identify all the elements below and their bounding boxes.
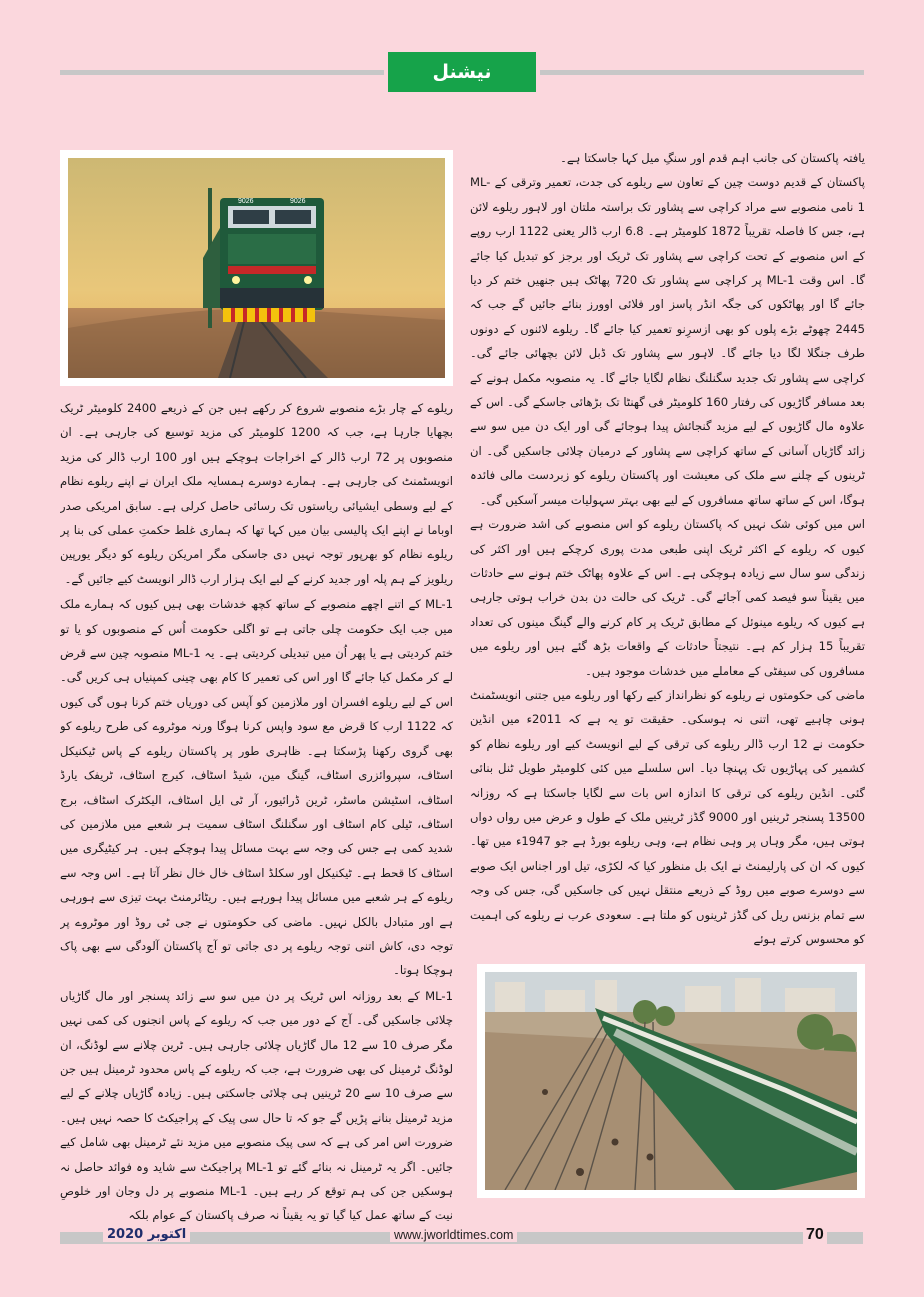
railway-yard-photo bbox=[477, 964, 865, 1198]
article-left-column bbox=[60, 396, 453, 1276]
paragraph: یافتہ پاکستان کی جانب اہم قدم اور سنگِ میل کہا جاسکتا ہے۔ bbox=[560, 151, 865, 165]
article-right-column bbox=[470, 146, 865, 946]
website-url[interactable]: www.jworldtimes.com bbox=[390, 1228, 517, 1242]
page-number: 70 bbox=[803, 1226, 827, 1244]
paragraph: اس میں کوئی شک نہیں کہ پاکستان ریلوے کو اس منصوبے کی اشد ضرورت ہے کیوں کہ ریلوے کے اکثر ٹریک اپنی طبعی مدت پوری کرچکے ہیں اور اکثر کی زندگی سو سال سے زیادہ ہوچکی ہے۔ اس کے علاوہ پھاٹک ختم ہونے سے حادثات میں یقیناً سو فیصد کمی آجائے گی۔ ٹریک کی حالت دن بدن خراب ہوتی جارہی ہے کیوں کہ ریلوے مینوئل کے مطابق ٹریک پر کام کرنے والے گینگ مینوں کی تعداد تقریباً 15 ہزار کم ہے۔ نتیجتاً حادثات کے واقعات بڑھ گئے ہیں اور ریلوے میں مسافروں کی سیفٹی کے معاملے میں خدشات موجود ہیں۔ bbox=[470, 517, 865, 678]
issue-date: اکتوبر 2020 bbox=[103, 1227, 190, 1242]
paragraph: پاکستان کے قدیم دوست چین کے تعاون سے ریلوے کی جدت، تعمیر وترقی کے ML-1 نامی منصوبے سے مراد کراچی سے پشاور تک براستہ ملتان اور لاہور ریلوے لائن ہے، جس کا فاصلہ تقریباً 1872 کلومیٹر ہے۔ 6.8 ارب ڈالر یعنی 1122 ارب روپے کے اس منصوبے کے تحت کراچی سے پشاور تک ٹریک اور برجز کو تبدیل کیا جائے گا۔ اس وقت ML-1 پر کراچی سے پشاور تک 720 پھاٹک ہیں جنھیں ختم کر دیا جائے گا اور پھاٹکوں کی جگہ انڈر پاسز اور فلائی اوورز بنائے جائیں گے جب کہ 2445 چھوٹے بڑے پلوں کو بھی ازسرِنو تعمیر کیا جائے گا۔ ریلوے لائنوں کے دونوں طرف جنگلا لگا دیا جائے گا۔ لاہور سے پشاور تک ڈبل لائن بچھائی جائے گی۔ کراچی سے پشاور تک جدید سگنلنگ نظام لگایا جائے گا۔ یہ منصوبہ مکمل ہونے کے بعد مسافر گاڑیوں کی رفتار 160 کلومیٹر فی گھنٹا تک بڑھائی جاسکے گی۔ اس کے علاوہ مال گاڑیوں کے لیے مزید گنجائش پیدا ہوجائے گی اور ایک دن میں سو سے زائد گاڑیاں آسانی کے ساتھ کراچی سے پشاور کے درمیان چلائی جاسکیں گی۔ ان ٹرینوں کے چلنے سے ملک کی معیشت اور پاکستان ریلوے کو زبردست مالی فائدہ ہوگا، اس کے ساتھ ساتھ مسافروں کے لیے بھی بہتر سہولیات میسر آسکیں گی۔ bbox=[470, 175, 865, 507]
locomotive-number-right: 9026 bbox=[290, 198, 306, 205]
paragraph: ماضی کی حکومتوں نے ریلوے کو نظرانداز کیے رکھا اور ریلوے میں جتنی انویسٹمنٹ ہونی چاہیے تھی، اتنی نہ ہوسکی۔ حقیقت تو یہ ہے کہ 2011ء میں انڈین حکومت نے 12 ارب ڈالر ریلوے کی ترقی کے لیے انویسٹ کیے اور ریلوے نظام کو کشمیر کی پہاڑیوں تک پہنچا دیا۔ اس سلسلے میں کئی کلومیٹر طویل ٹنل بنائی گئی۔ انڈین ریلوے کی ترقی کا اندازہ اس بات سے لگایا جاسکتا ہے کہ روزانہ 13500 پسنجر ٹرینیں اور 9000 گڈز ٹرینیں ملک کے طول و عرض میں رواں دواں ہوتی ہیں، مگر وہاں پر وہی نظام ہے، وہی ریلوے بورڈ ہے جو 1947ء میں تھا۔ کیوں کہ ان کی پارلیمنٹ نے ایک بل منظور کیا کہ لکڑی، تیل اور اجناس ایک صوبے سے دوسرے صوبے میں روڈ کے ذریعے منتقل نہیں کی جاسکیں گی، جس کی وجہ سے تمام بزنس ریل کی گڈز ٹرینوں کو ملتا ہے۔ سعودی عرب نے ریلوے کی اہمیت کو محسوس کرتے ہوئے bbox=[470, 687, 865, 946]
section-title: نیشنل bbox=[388, 52, 536, 92]
locomotive-number-left: 9026 bbox=[238, 198, 254, 205]
paragraph: ML-1 کے بعد روزانہ اس ٹریک پر دن میں سو سے زائد پسنجر اور مال گاڑیاں چلائی جاسکیں گی۔ آج کے دور میں جب کہ ریلوے کے پاس انجنوں کی کمی نہیں مگر صرف 10 سے 12 مال گاڑیاں چلائی جارہی ہیں۔ ٹرین چلانے سے لوڈنگ، ان لوڈنگ ٹرمینل کی بھی ضرورت ہے، جب کہ ریلوے کے پاس محدود ٹرمینل ہیں جن سے صرف 10 سے 20 ٹرینیں ہی چلائی جاسکتی ہیں۔ زیادہ گاڑیاں چلانے کے لیے مزید ٹرمینل بنانے پڑیں گے جو کہ تا حال سی پیک کے پراجیکٹ کا حصہ نہیں ہیں۔ ضرورت اس امر کی ہے کہ سی پیک منصوبے میں مزید نئے ٹرمینل بھی شامل کیے جائیں۔ اگر یہ ٹرمینل نہ بنائے گئے تو ML-1 پراجیکٹ سے شاید وہ فوائد حاصل نہ ہوسکیں جن کی ہم توقع کر رہے ہیں۔ ML-1 منصوبے پر دل وجان اور خلوصِ نیت کے ساتھ عمل کیا گیا تو یہ یقیناً نہ صرف پاکستان کے عوام بلکہ bbox=[60, 988, 453, 1223]
paragraph: ML-1 کے اتنے اچھے منصوبے کے ساتھ کچھ خدشات بھی ہیں کیوں کہ ہمارے ملک میں جب ایک حکومت چلی جاتی ہے تو اگلی حکومت اُس کے منصوبوں کو یا تو ختم کردیتی ہے یا پھر اُن میں تبدیلی کردیتی ہے۔ یہ ML-1 منصوبہ چین سے قرض لے کر مکمل کیا جائے گا اور اس کی تعمیر کا کام بھی چینی کمپنیاں ہی کریں گی۔ اس کے لیے ریلوے افسران اور ملازمین کو آپس کی دوریاں ختم کرنا ہوں گی کیوں کہ 1122 ارب کا قرض مع سود واپس کرنا ہوگا ورنہ موٹروے کی طرح ریلوے کو بھی گروی رکھنا پڑسکتا ہے۔ ظاہری طور پر پاکستان ریلوے کے پاس ٹیکنیکل اسٹاف، سپروائزری اسٹاف، گینگ مین، شیڈ اسٹاف، کیرج اسٹاف، ٹریفک یارڈ اسٹاف، اسٹیشن ماسٹر، ٹرین ڈرائیور، آر ٹی ایل اسٹاف، الیکٹرک اسٹاف، برج اسٹاف، ٹیلی کام اسٹاف اور سگنلنگ اسٹاف سمیت ہر شعبے میں ملازمین کی شدید کمی ہے جس کی وجہ سے بہت مسائل پیدا ہوچکے ہیں۔ ہر کیٹیگری میں اسٹاف کا قحط ہے۔ ٹیکنیکل اور سکلڈ اسٹاف خال خال نظر آتا ہے۔ اس وجہ سے ریلوے کے ہر شعبے میں مسائل پیدا ہورہے ہیں۔ ریٹائرمنٹ بہت تیزی سے ہورہی ہے اور متبادل بالکل نہیں۔ ماضی کی حکومتوں نے جی ٹی روڈ اور موٹروے پر توجہ دی، کاش اتنی توجہ ریلوے پر دی جاتی تو آج پاکستان آلودگی سے بھی پاک ہوچکا ہوتا۔ bbox=[60, 597, 453, 978]
header-rule-left bbox=[60, 70, 384, 75]
paragraph: ریلوے کے چار بڑے منصوبے شروع کر رکھے ہیں جن کے ذریعے 2400 کلومیٹر ٹریک بچھایا جارہا ہے، جب کہ 1200 کلومیٹر کی مزید توسیع کی جارہی ہے۔ ان منصوبوں پر 72 ارب ڈالر کے اخراجات ہوچکے ہیں اور 100 ارب ڈالر کی مزید انویسٹمنٹ کی جارہی ہے۔ ہمارے دوسرے ہمسایہ ملک ایران نے اپنے ریلوے نظام کے لیے وسطی ایشیائی ریاستوں تک رسائی حاصل کرلی ہے۔ سابق امریکی صدر اوباما نے اپنے ایک پالیسی بیان میں کہا تھا کہ ہماری غلط حکمتِ عملی کی بنا پر ریلوے نظام کو بھرپور توجہ نہیں دی جاسکی مگر امریکن ریلوے کو دیگر یورپین ریلویز کے ہم پلہ اور جدید کرنے کے لیے ایک ہزار ارب ڈالر انویسٹ کیے جائیں گے۔ bbox=[60, 401, 453, 586]
locomotive-photo bbox=[60, 150, 453, 386]
header-rule-right bbox=[540, 70, 864, 75]
